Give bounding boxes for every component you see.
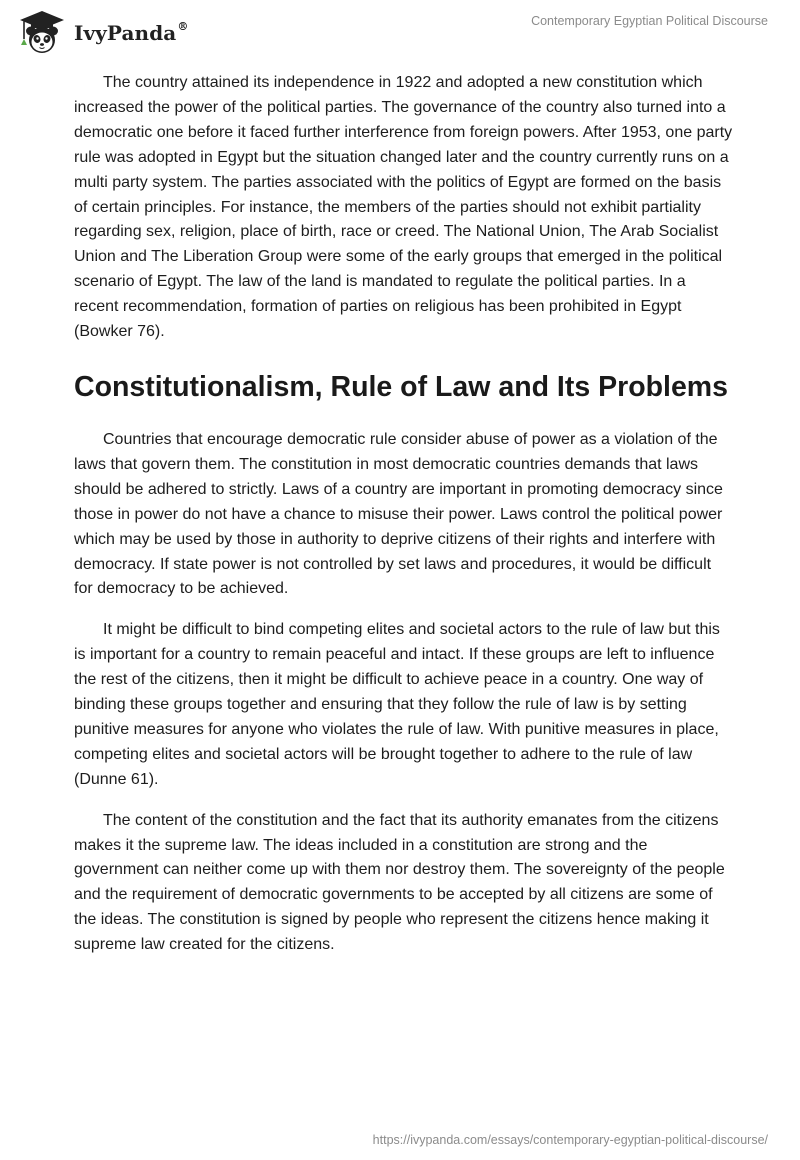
essay-content <box>74 71 734 974</box>
brand-name: IvyPanda® <box>74 20 189 45</box>
source-url[interactable]: https://ivypanda.com/essays/contemporary-egyptian-political-discourse/ <box>372 1133 768 1147</box>
brand-logo[interactable] <box>16 9 188 55</box>
document-title: Contemporary Egyptian Political Discourse <box>531 14 768 28</box>
paragraph-competing-elites: It might be difficult to bind competing elites and societal actors to the rule of law but this is important for a country to remain peaceful and intact. If these groups are left to influence the rest of the citizens, then it might be difficult to achieve peace in a country. One way of binding these groups together and ensuring that they follow the rule of law is by setting punitive measures for anyone who violates the rule of law. With punitive measures in place, competing elites and societal actors will be brought together to adhere to the rule of law (Dunne 61). <box>74 621 720 788</box>
paragraph-constitution-supreme: The content of the constitution and the fact that its authority emanates from the citizens makes it the supreme law. The ideas included in a constitution are strong and the government can neither come up with them nor destroy them. The sovereignty of the people and the requirement of democratic governments to be accepted by all citizens are some of the ideas. The constitution is signed by people who represent the citizens hence making it supreme law created for the citizens. <box>74 811 725 954</box>
section-heading: Constitutionalism, Rule of Law and Its Problems <box>74 370 728 403</box>
paragraph-democratic-rule: Countries that encourage democratic rule consider abuse of power as a violation of the laws that govern them. The constitution in most democratic countries demands that laws should be adhered to strictly. Laws of a country are important in promoting democracy since those in power do not have a chance to misuse their power. Laws control the political power which may be used by those in authority to deprive citizens of their rights and interfere with democracy. If state power is not controlled by set laws and procedures, it would be difficult for democracy to be achieved. <box>74 430 723 598</box>
paragraph-independence: The country attained its independence in 1922 and adopted a new constitution which increased the power of the political parties. The governance of the country also turned into a democratic one before it faced further interference from foreign powers. After 1953, one party rule was adopted in Egypt but the situation changed later and the country currently runs on a multi party system. The parties associated with the politics of Egypt are formed on the basis of certain principles. For instance, the members of the parties should not exhibit partiality regarding sex, religion, place of birth, race or creed. The National Union, The Arab Socialist Union and The Liberation Group were some of the early groups that emerged in the political scenario of Egypt. The law of the land is mandated to regulate the political parties. In a recent recommendation, formation of parties on religious has been prohibited in Egypt (Bowker 76). <box>74 74 733 341</box>
panda-graduate-logo-icon <box>16 9 68 55</box>
page-header <box>0 0 800 60</box>
